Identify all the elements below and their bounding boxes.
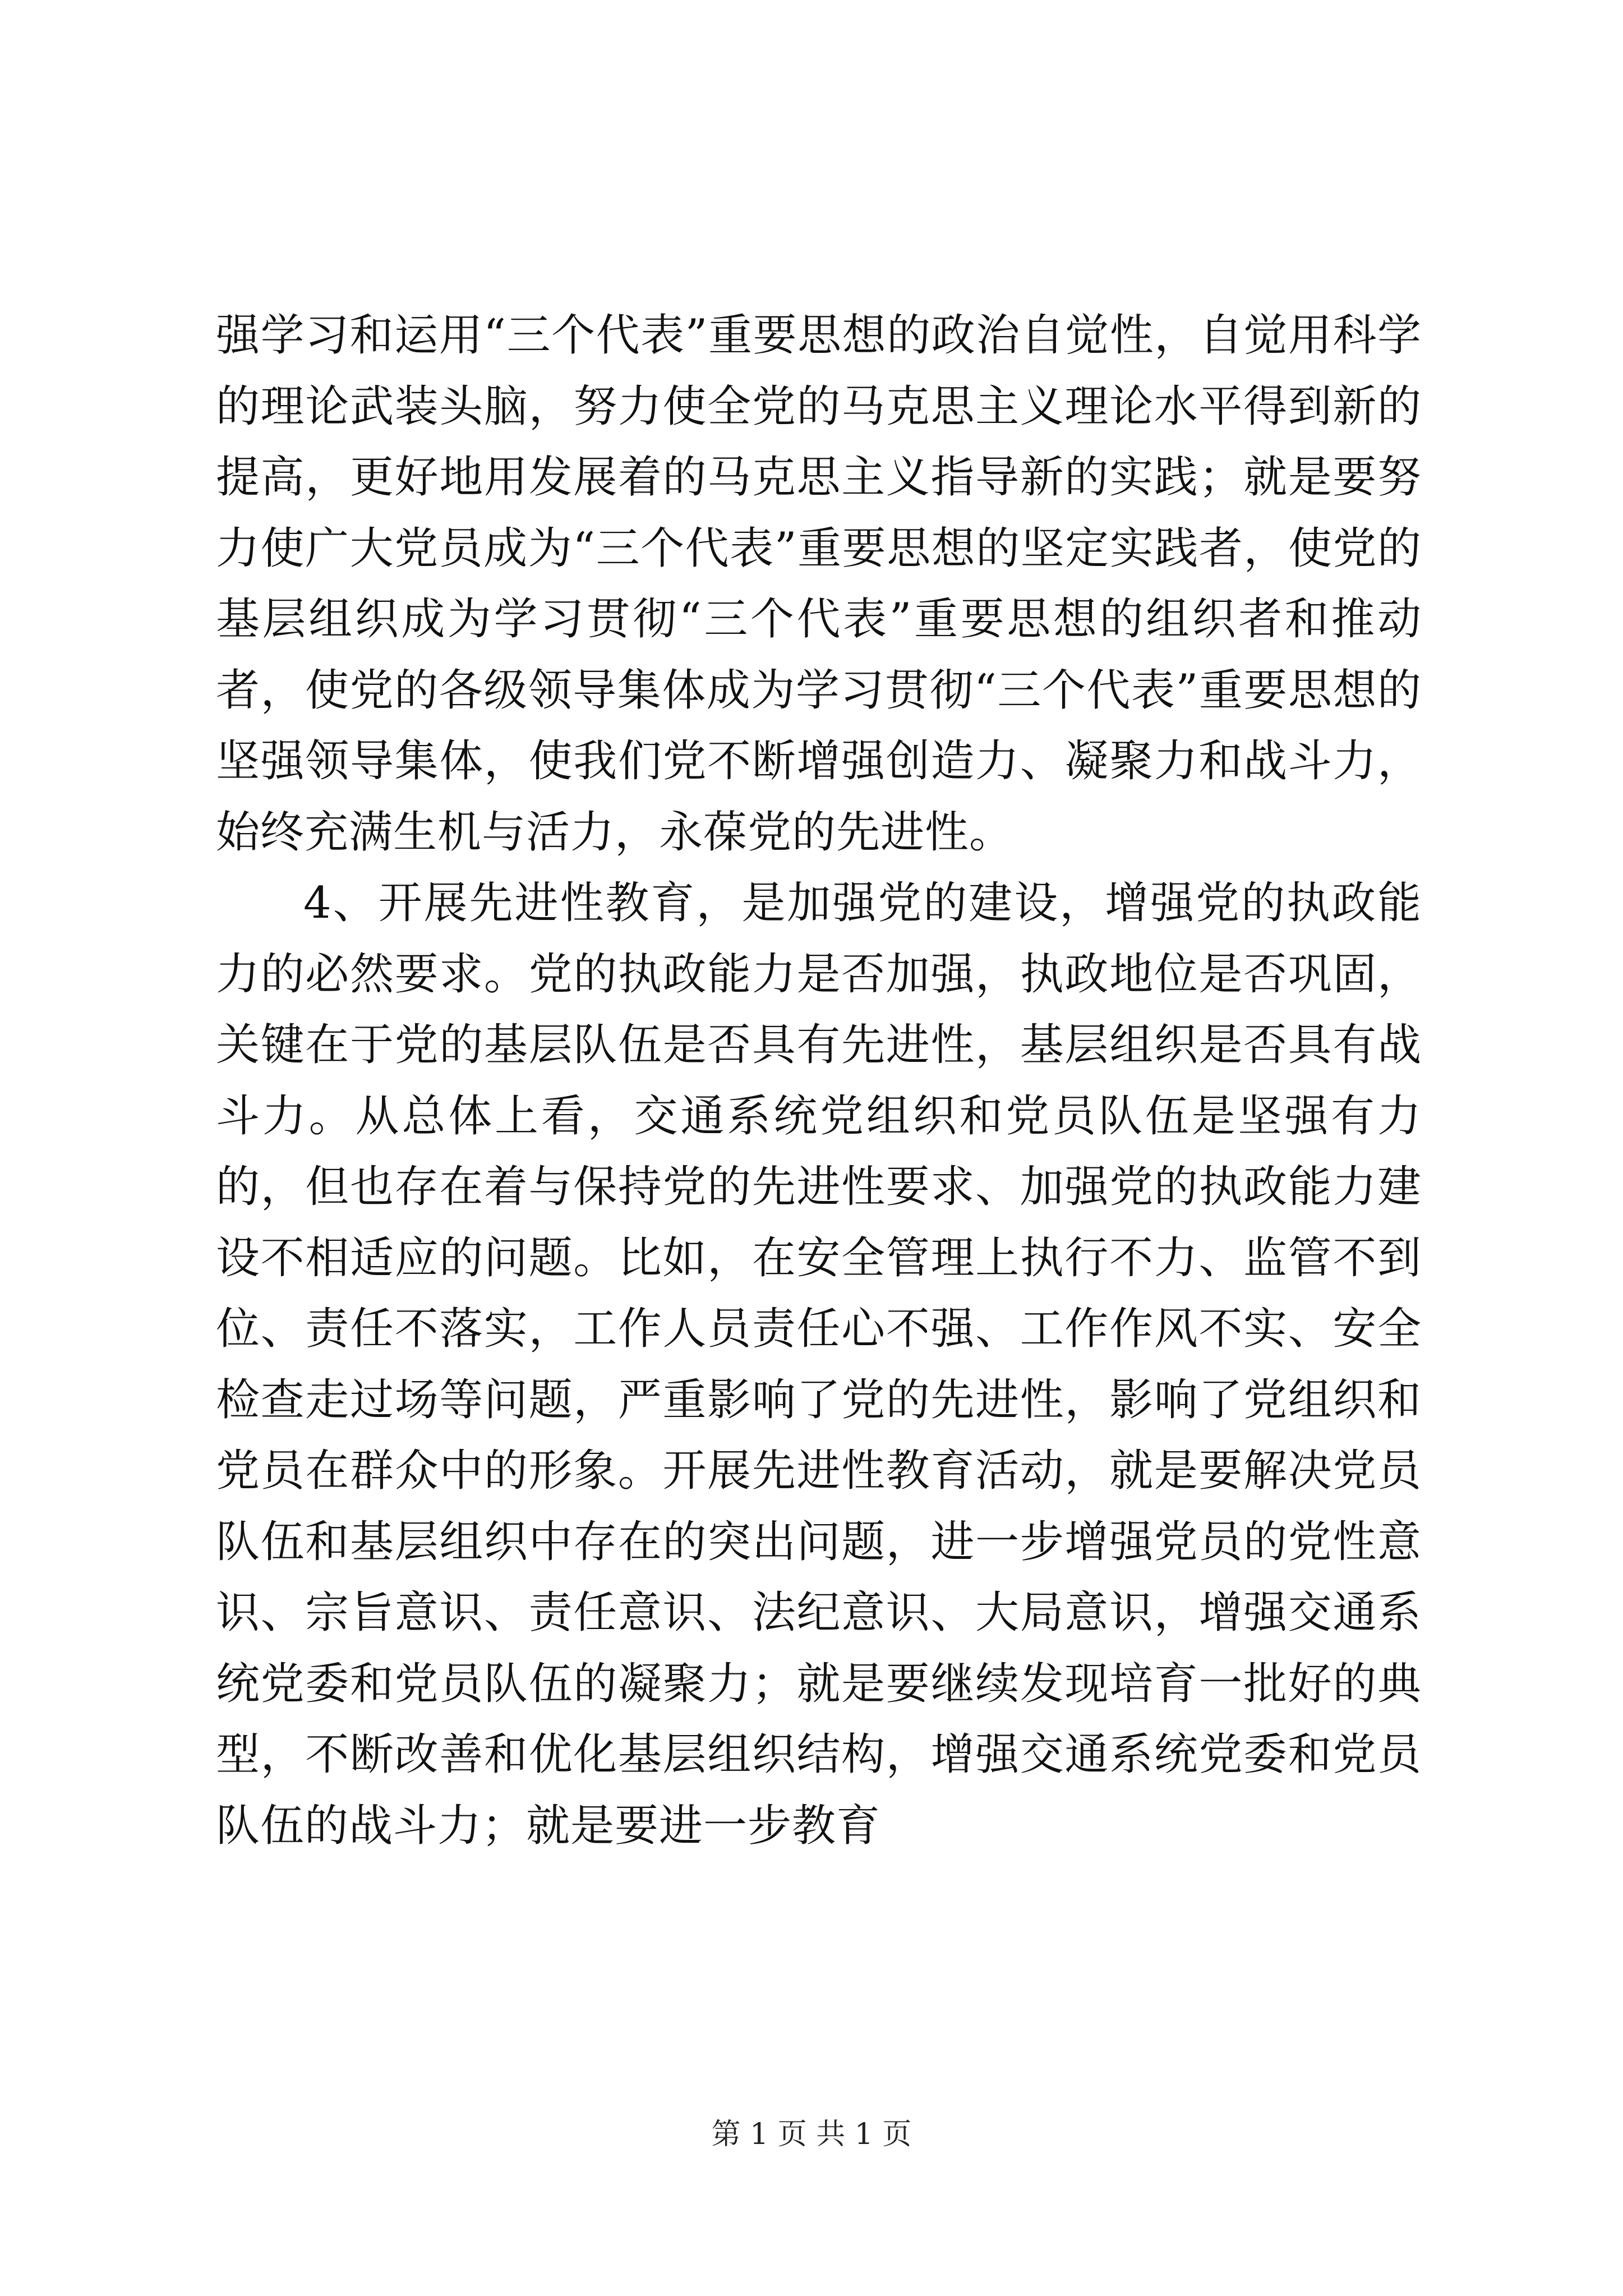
paragraph-item-4: 4、开展先进性教育，是加强党的建设，增强党的执政能力的必然要求。党的执政能力是否加强，执政地位是否巩固，关键在于党的基层队伍是否具有先进性，基层组织是否具有战斗力。从总体上看，交通系统党组织和党员队伍是坚强有力的，但也存在着与保持党的先进性要求、加强党的执政能力建设不相适应的问题。比如，在安全管理上执行不力、监管不到位、责任不落实，工作人员责任心不强、工作作风不实、安全检查走过场等问题，严重影响了党的先进性，影响了党组织和党员在群众中的形象。开展先进性教育活动，就是要解决党员队伍和基层组织中存在的突出问题，进一步增强党员的党性意识、宗旨意识、责任意识、法纪意识、大局意识，增强交通系统党委和党员队伍的凝聚力；就是要继续发现培育一批好的典型，不断改善和优化基层组织结构，增强交通系统党委和党员队伍的战斗力；就是要进一步教育 xyxy=(216,878,1422,1851)
paragraph-continuation: 强学习和运用“三个代表”重要思想的政治自觉性，自觉用科学的理论武装头脑，努力使全党的马克思主义理论水平得到新的提高，更好地用发展着的马克思主义指导新的实践；就是要努力使广大党员成为“三个代表”重要思想的坚定实践者，使党的基层组织成为学习贯彻“三个代表”重要思想的组织者和推动者，使党的各级领导集体成为学习贯彻“三个代表”重要思想的坚强领导集体，使我们党不断增强创造力、凝聚力和战斗力，始终充满生机与活力，永葆党的先进性。 xyxy=(216,310,1422,858)
page-footer: 第 1 页 共 1 页 xyxy=(711,2118,912,2151)
document-body xyxy=(216,300,1422,1861)
